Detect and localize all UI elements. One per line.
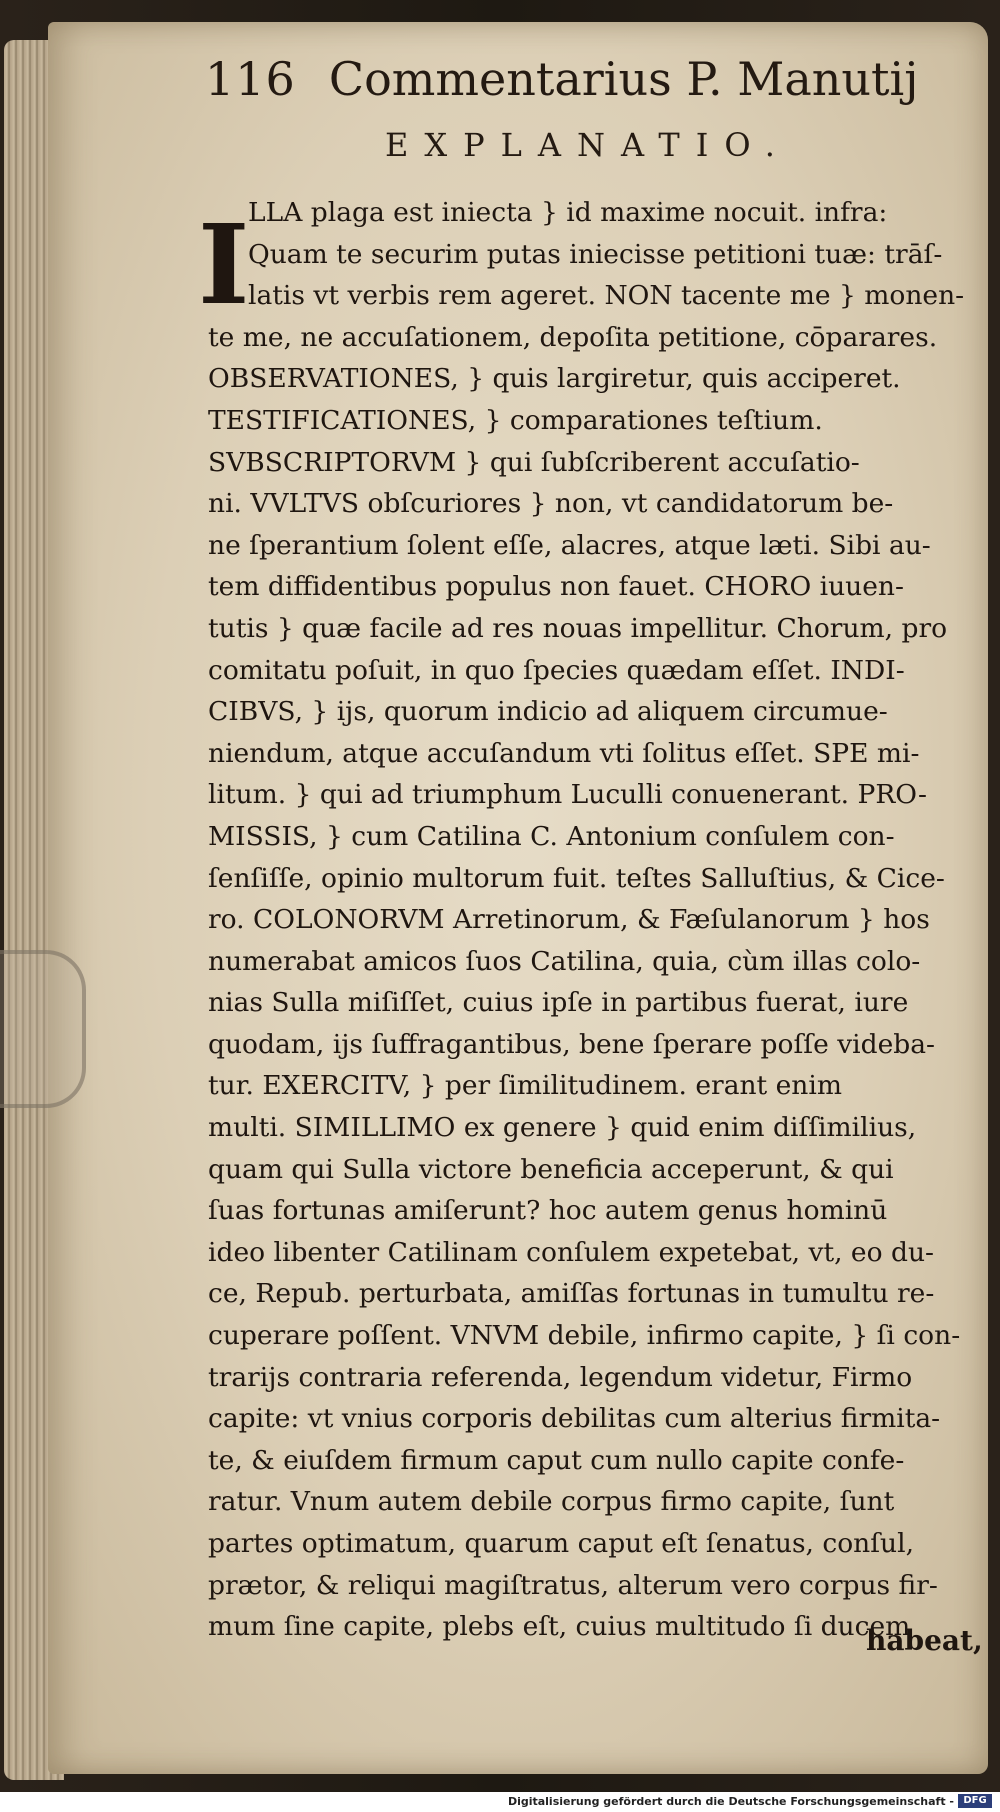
text-line: CIBVS, } ijs, quorum indicio ad aliquem circumue- <box>208 696 888 728</box>
text-line: capite: vt vnius corporis debilitas cum alterius firmita- <box>208 1403 941 1435</box>
text-line: ce, Repub. perturbata, amiſſas fortunas in tumultu re- <box>208 1278 935 1310</box>
text-line: ne ſperantium ſolent eſſe, alacres, atque læti. Sibi au- <box>208 529 931 561</box>
text-line: quam qui Sulla victore beneficia acceperunt, & qui <box>208 1153 894 1185</box>
text-line: ni. VVLTVS obſcuriores } non, vt candidatorum be- <box>208 488 894 520</box>
text-line: tur. EXERCITV, } per ſimilitudinem. erant enim <box>208 1070 842 1102</box>
text-line: tutis } quæ facile ad res nouas impellitur. Chorum, pro <box>208 612 948 644</box>
text-line: prætor, & reliqui magiſtratus, alterum vero corpus fir- <box>208 1569 938 1601</box>
text-line: niendum, atque accuſandum vti ſolitus eſſet. SPE mi- <box>208 737 920 769</box>
drop-cap: I <box>198 200 250 329</box>
body-text <box>208 192 968 1648</box>
text-line: comitatu poſuit, in quo ſpecies quædam eſſet. INDI- <box>208 654 905 686</box>
catchword: habeat, <box>866 1624 983 1657</box>
text-line: trarijs contraria referenda, legendum videtur, Firmo <box>208 1361 913 1393</box>
page-number: 116 <box>205 52 296 106</box>
text-line: cuperare poſſent. VNVM debile, infirmo capite, } ſi con- <box>208 1320 961 1352</box>
text-line: partes optimatum, quarum caput eſt ſenatus, conſul, <box>208 1528 915 1559</box>
text-line: multi. SIMILLIMO ex genere } quid enim diſſimilius, <box>208 1112 917 1144</box>
text-line: OBSERVATIONES, } quis largiretur, quis acciperet. <box>208 363 901 395</box>
text-line: nias Sulla miſiſſet, cuius ipſe in partibus fuerat, iure <box>208 987 909 1019</box>
text-line: quodam, ijs ſuffragantibus, bene ſperare poſſe videba- <box>208 1028 936 1060</box>
text-line: ratur. Vnum autem debile corpus firmo capite, ſunt <box>208 1486 895 1518</box>
text-line: LLA plaga est iniecta } id maxime nocuit. infra: <box>248 197 888 228</box>
text-line: numerabat amicos ſuos Catilina, quia, cùm illas colo- <box>208 945 921 977</box>
running-title: Commentarius P. Manutij <box>328 52 919 106</box>
text-line: mum ſine capite, plebs eſt, cuius multitudo ſi ducem <box>208 1611 911 1643</box>
text-line: ideo libenter Catilinam conſulem expetebat, vt, eo du- <box>208 1236 934 1268</box>
text-line: Quam te securim putas iniecisse petitioni tuæ: trāſ- <box>248 238 943 270</box>
text-line: ſuas fortunas amiſerunt? hoc autem genus hominū <box>208 1195 888 1227</box>
text-line: te me, ne accuſationem, depoſita petitione, cōparares. <box>208 321 938 353</box>
text-line: tem diffidentibus populus non fauet. CHORO iuuen- <box>208 571 904 603</box>
text-line: litum. } qui ad triumphum Luculli conuenerant. PRO- <box>208 779 927 811</box>
text-line: MISSIS, } cum Catilina C. Antonium conſulem con- <box>208 820 895 852</box>
text-line: TESTIFICATIONES, } comparationes teſtium. <box>208 404 823 436</box>
digitization-credit: Digitalisierung gefördert durch die Deutsche Forschungsgemeinschaft - <box>507 1795 954 1808</box>
section-heading: EXPLANATIO. <box>385 126 791 164</box>
text-line: ro. COLONORVM Arretinorum, & Fæſulanorum } hos <box>208 904 930 936</box>
text-line: latis vt verbis rem ageret. NON tacente me } monen- <box>248 280 965 312</box>
dfg-logo-icon: DFG <box>958 1794 992 1808</box>
text-line: SVBSCRIPTORVM } qui ſubſcriberent accuſatio- <box>208 446 860 478</box>
text-line: te, & eiuſdem firmum caput cum nullo capite confe- <box>208 1444 905 1476</box>
book-clip <box>0 950 86 1108</box>
text-line: ſenſiſſe, opinio multorum fuit. teſtes Salluſtius, & Cice- <box>208 862 945 894</box>
page-header <box>205 52 945 106</box>
